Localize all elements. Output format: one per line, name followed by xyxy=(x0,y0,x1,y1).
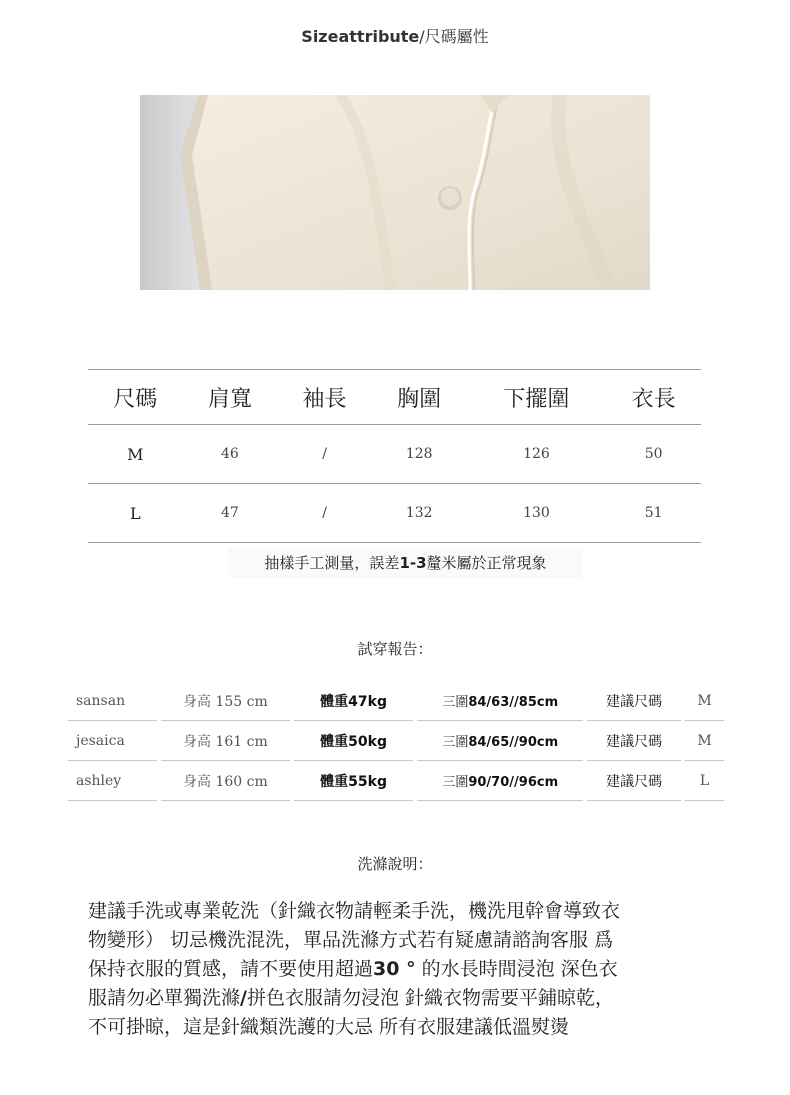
measure-value: 90/70//96cm xyxy=(468,775,559,790)
model-name: ashley xyxy=(68,761,157,801)
title-english: Sizeattribute xyxy=(301,27,420,46)
wash-line-4-bold: / xyxy=(240,987,247,1009)
measure-value: 84/65//90cm xyxy=(468,735,559,750)
washing-instructions-text xyxy=(88,897,708,1042)
product-photo xyxy=(140,95,650,290)
cell-sleeve: / xyxy=(277,484,372,543)
header-chest: 胸圍 xyxy=(372,370,467,425)
header-hem: 下擺圍 xyxy=(467,370,607,425)
cell-size: M xyxy=(88,425,183,484)
size-table xyxy=(88,369,701,543)
cell-length: 50 xyxy=(606,425,701,484)
header-length: 衣長 xyxy=(606,370,701,425)
wash-line-3-after: 的水長時間浸泡 深色衣 xyxy=(415,958,618,980)
advice-label: 建議尺碼 xyxy=(587,721,681,761)
cell-sleeve: / xyxy=(277,425,372,484)
title-chinese: 尺碼屬性 xyxy=(424,27,489,46)
model-height: 身高 161 cm xyxy=(161,721,290,761)
wash-line-4-after: 拼色衣服請勿浸泡 針織衣物需要平鋪晾乾， xyxy=(246,987,615,1009)
table-row xyxy=(88,425,701,484)
wash-line-3 xyxy=(88,955,708,984)
cell-size: L xyxy=(88,484,183,543)
model-measurements xyxy=(417,681,583,721)
cell-chest: 128 xyxy=(372,425,467,484)
cell-hem: 126 xyxy=(467,425,607,484)
table-row xyxy=(68,721,724,761)
wash-line-3-before: 保持衣服的質感，請不要使用超過 xyxy=(88,958,374,980)
washing-instructions-title: 洗滌說明： xyxy=(357,855,433,873)
note-text-bold: 1-3 xyxy=(399,554,427,572)
cell-shoulder: 47 xyxy=(183,484,278,543)
cell-chest: 132 xyxy=(372,484,467,543)
wash-line-3-bold: 30 ° xyxy=(373,958,416,980)
fitting-report-table xyxy=(64,681,728,801)
model-weight: 體重47kg xyxy=(294,681,414,721)
fitting-report-title: 試穿報告： xyxy=(357,640,433,658)
page-title xyxy=(0,24,790,47)
wash-line-2: 物變形） 切忌機洗混洗，單品洗滌方式若有疑慮請諮詢客服 爲 xyxy=(88,929,614,951)
title-separator: / xyxy=(419,27,425,46)
size-table-header xyxy=(88,370,701,425)
header-sleeve: 袖長 xyxy=(277,370,372,425)
table-row xyxy=(88,484,701,543)
wash-line-4-before: 服請勿必單獨洗滌 xyxy=(88,987,241,1009)
model-height: 身高 155 cm xyxy=(161,681,290,721)
cell-length: 51 xyxy=(606,484,701,543)
header-size: 尺碼 xyxy=(88,370,183,425)
advice-label: 建議尺碼 xyxy=(587,681,681,721)
model-height: 身高 160 cm xyxy=(161,761,290,801)
measure-label: 三圍 xyxy=(442,695,469,710)
wash-line-5: 不可掛晾，這是針織類洗護的大忌 所有衣服建議低溫熨燙 xyxy=(88,1016,570,1038)
note-text-after: 釐米屬於正常現象 xyxy=(426,554,547,572)
measure-label: 三圍 xyxy=(442,735,469,750)
table-row xyxy=(68,681,724,721)
wash-line-4 xyxy=(88,984,708,1013)
model-measurements xyxy=(417,761,583,801)
header-shoulder: 肩寬 xyxy=(183,370,278,425)
model-name: jesaica xyxy=(68,721,157,761)
model-measurements xyxy=(417,721,583,761)
table-row xyxy=(68,761,724,801)
model-weight: 體重55kg xyxy=(294,761,414,801)
advice-label: 建議尺碼 xyxy=(587,761,681,801)
advised-size: M xyxy=(685,721,724,761)
wash-line-1: 建議手洗或專業乾洗（針織衣物請輕柔手洗，機洗甩幹會導致衣 xyxy=(88,900,621,922)
note-text-before: 抽樣手工測量，誤差 xyxy=(264,554,400,572)
model-weight: 體重50kg xyxy=(294,721,414,761)
garment-closeup-image xyxy=(140,95,650,290)
snap-button-icon xyxy=(438,186,462,210)
cell-shoulder: 46 xyxy=(183,425,278,484)
advised-size: L xyxy=(685,761,724,801)
advised-size: M xyxy=(685,681,724,721)
measure-label: 三圍 xyxy=(442,775,469,790)
cell-hem: 130 xyxy=(467,484,607,543)
model-name: sansan xyxy=(68,681,157,721)
measure-value: 84/63//85cm xyxy=(468,695,559,710)
measurement-note xyxy=(228,548,583,578)
